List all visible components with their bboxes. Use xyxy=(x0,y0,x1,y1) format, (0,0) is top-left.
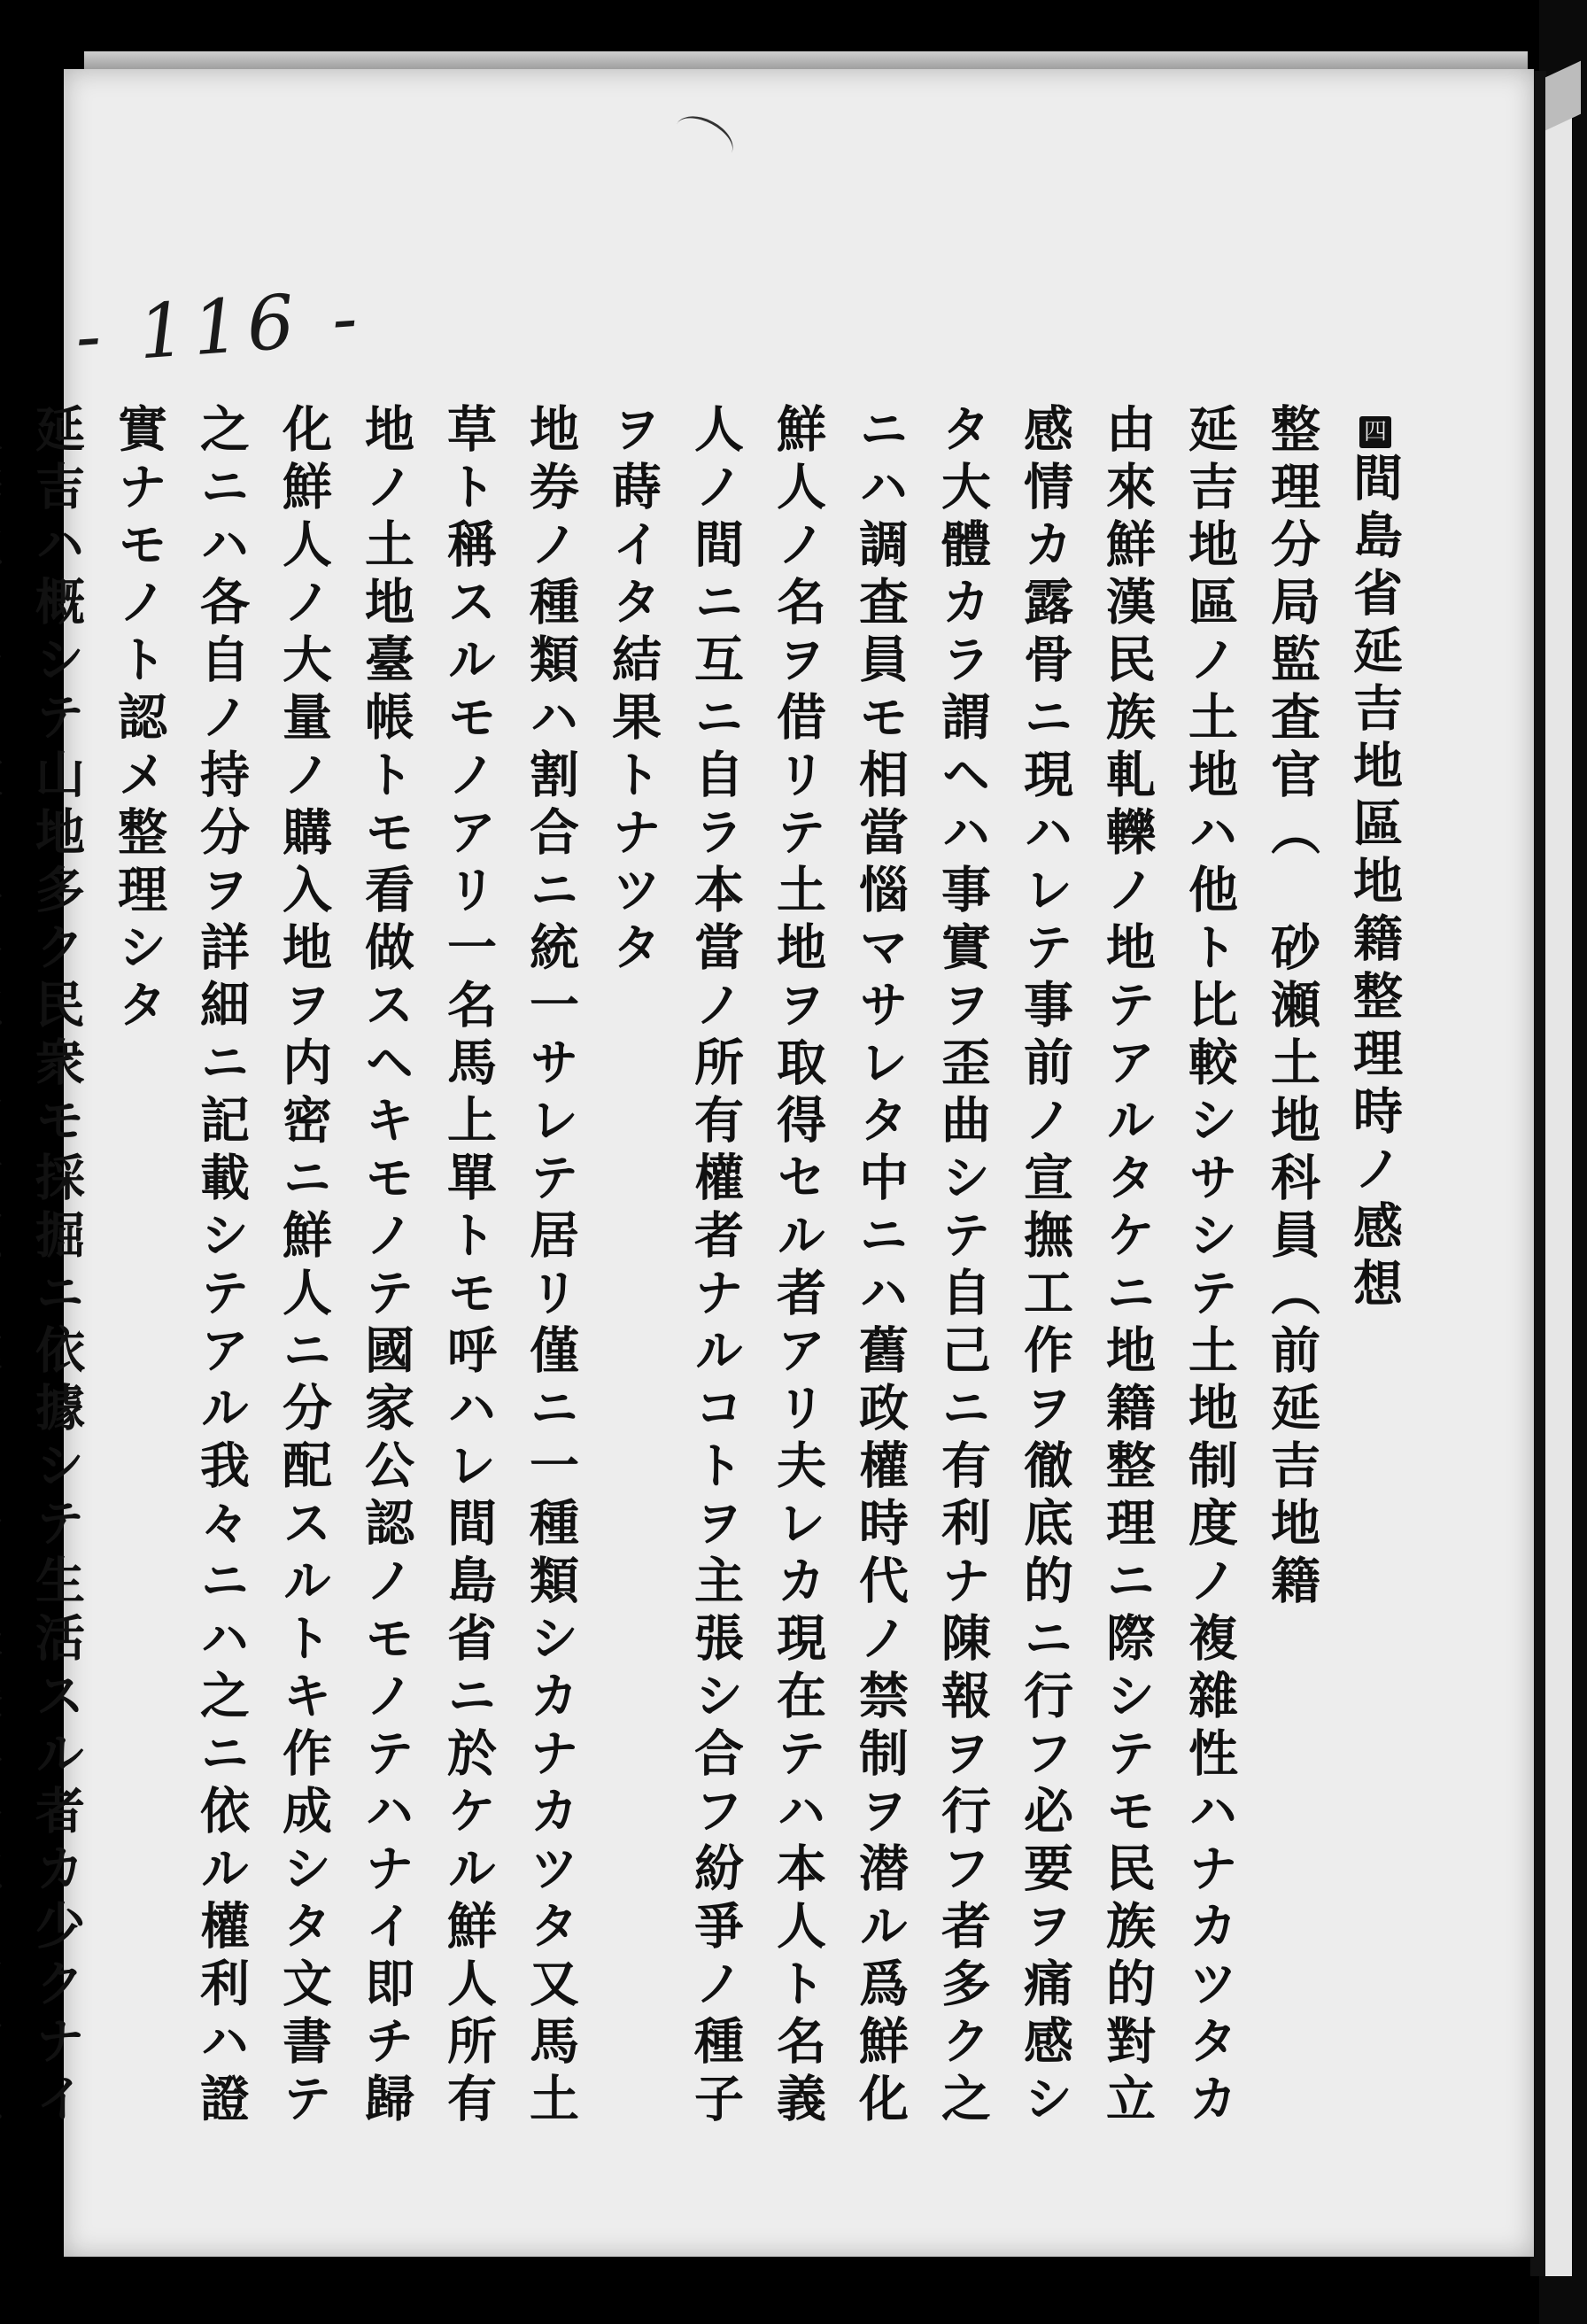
text-column: 草ト稱スルモノアリ一名馬上單トモ呼ハレ間島省ニ於ケル鮮人所有 xyxy=(439,403,498,2130)
text-column: ニハ調査員モ相當惱マサレタ中ニハ舊政權時代ノ禁制ヲ潜ル爲鮮化 xyxy=(851,403,910,2130)
text-column: 延吉ハ概シテ山地多ク民衆モ採掘ニ依據シテ生活スル者カ少クナイ xyxy=(27,403,86,2130)
heading-title: 間島省延吉地區地籍整理時ノ感想 xyxy=(1345,452,1404,1315)
text-column: 感情カ露骨ニ現ハレテ事前ノ宣撫工作ヲ徹底的ニ行フ必要ヲ痛感シ xyxy=(1016,403,1074,2130)
text-column: 地券ノ種類ハ割合ニ統一サレテ居リ僅ニ一種類シカナカツタ又馬土 xyxy=(522,403,580,2130)
text-column: ヲ蒔イタ結果トナツタ xyxy=(604,403,662,979)
text-column: 延吉地區ノ土地ハ他ト比較シサシテ土地制度ノ複雜性ハナカツタカ xyxy=(1181,403,1239,2130)
scan-top-edge xyxy=(84,51,1528,71)
text-column: 由來鮮漢民族軋轢ノ地テアルタケニ地籍整理ニ際シテモ民族的對立 xyxy=(1098,403,1157,2130)
vertical-text-body xyxy=(27,403,1404,2227)
heading-author: 整理分局監査官（ 砂瀬土地科員（前延吉地籍 xyxy=(1263,403,1321,1612)
section-mark: 四 xyxy=(1359,416,1391,448)
text-column: 地ノ土地臺帳トモ看做スヘキモノテ國家公認ノモノテハナイ即チ歸 xyxy=(357,403,415,2130)
text-column: 化鮮人ノ大量ノ購入地ヲ内密ニ鮮人ニ分配スルトキ作成シタ文書テ xyxy=(275,403,333,2130)
next-page-edge xyxy=(1545,80,1572,2276)
handwritten-page-number: - 116 - xyxy=(72,273,368,381)
text-column: 之ニハ各自ノ持分ヲ詳細ニ記載シテアル我々ニハ之ニ依ル權利ハ證 xyxy=(192,403,251,2130)
text-column: タ大體カラ謂ヘハ事實ヲ歪曲シテ自己ニ有利ナ陳報ヲ行フ者多ク之 xyxy=(933,403,992,2130)
text-column: 鮮人ノ名ヲ借リテ土地ヲ取得セル者アリ夫レカ現在テハ本人ト名義 xyxy=(769,403,827,2130)
text-column: 實ナモノト認メ整理シタ xyxy=(110,403,168,1036)
text-column: 人ノ間ニ互ニ自ラ本當ノ所有權者ナルコトヲ主張シ合フ紛爭ノ種子 xyxy=(686,403,745,2130)
